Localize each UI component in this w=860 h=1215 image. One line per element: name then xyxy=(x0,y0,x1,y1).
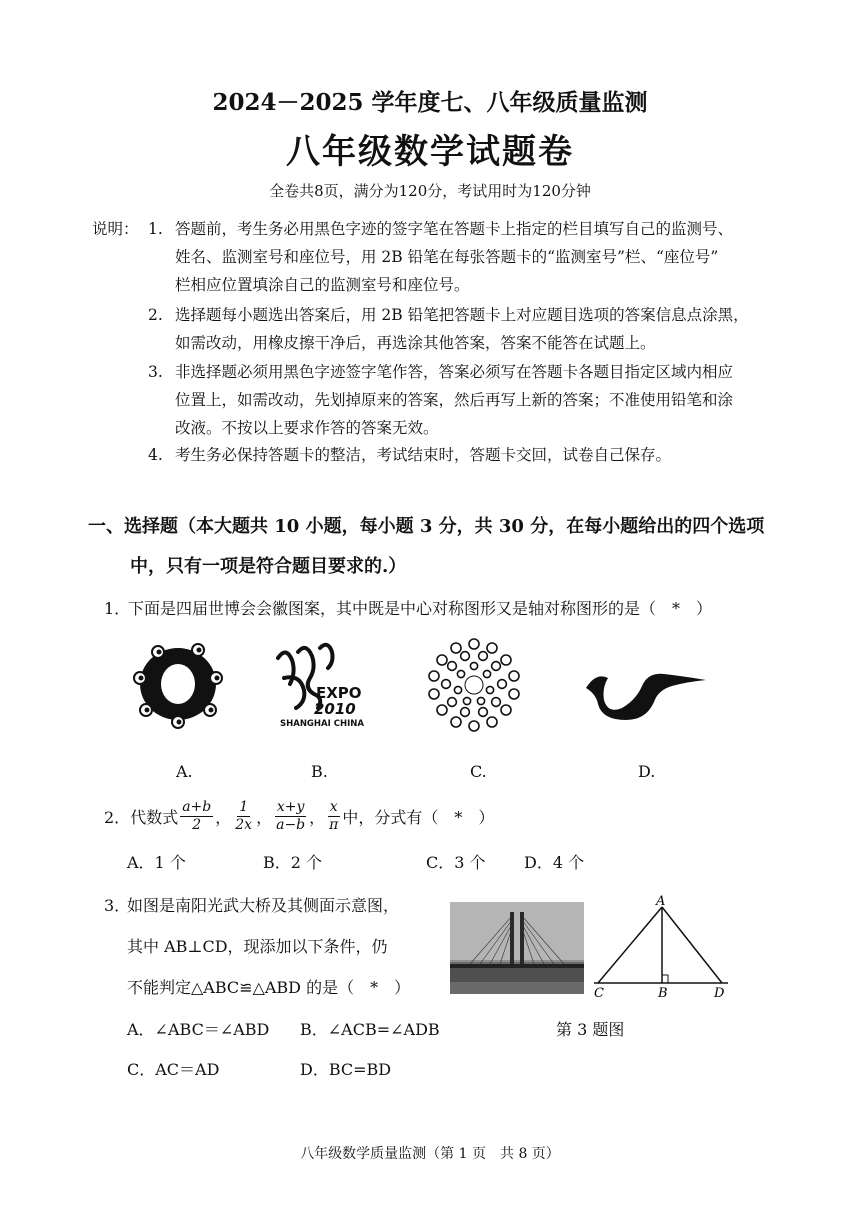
section1-heading-line2: 中，只有一项是符合题目要求的.） xyxy=(130,556,407,577)
instruction-2-num: 2. xyxy=(148,306,163,324)
q2-f3-den: a−b xyxy=(276,817,306,833)
instruction-1-line3: 栏相应位置填涂自己的监测室号和座位号。 xyxy=(175,276,470,294)
q3-line3: 不能判定△ABC≌△ABD 的是（ * ） xyxy=(127,978,411,997)
q3-figure-caption: 第 3 题图 xyxy=(556,1020,625,1039)
q2-fraction-4 xyxy=(327,799,340,834)
instruction-4-num: 4. xyxy=(148,446,163,464)
q2-prefix: 代数式 xyxy=(130,808,179,827)
q2-f2-num: 1 xyxy=(239,799,249,815)
instruction-3-line3: 改液。不按以上要求作答的答案无效。 xyxy=(175,419,439,437)
instruction-3-num: 3. xyxy=(148,363,163,381)
q2-f4-den: π xyxy=(329,817,339,833)
expo-logo-b xyxy=(270,638,380,730)
q2-fraction-3 xyxy=(274,799,307,834)
q2-row xyxy=(104,799,494,834)
logo-b-shanghai-text: SHANGHAI CHINA xyxy=(280,719,364,729)
instruction-2-line1: 选择题每小题选出答案后，用 2B 铅笔把答题卡上对应题目选项的答案信息点涂黑， xyxy=(175,306,749,324)
q2-f3-num: x+y xyxy=(276,799,305,815)
q3-option-d: D．BC=BD xyxy=(300,1060,392,1079)
q2-sep-1: ， xyxy=(215,808,232,827)
q2-sep-3: ， xyxy=(309,808,326,827)
q2-f1-den: 2 xyxy=(192,817,202,833)
instruction-3-line1: 非选择题必须用黑色字迹签字笔作答，答案必须写在答题卡各题目指定区域内相应 xyxy=(175,363,734,381)
q3-option-c: C．AC＝AD xyxy=(127,1060,220,1079)
q3-line2: 其中 AB⊥CD，现添加以下条件，仍 xyxy=(127,937,388,956)
q2-fraction-1 xyxy=(180,799,213,834)
instruction-4-line1: 考生务必保持答题卡的整洁，考试结束时，答题卡交回，试卷自己保存。 xyxy=(175,446,672,464)
vertex-d-label: D xyxy=(714,986,725,1001)
q2-option-d: D．4 个 xyxy=(524,853,585,872)
page-footer: 八年级数学质量监测（第 1 页 共 8 页） xyxy=(300,1146,560,1162)
q2-option-c: C．3 个 xyxy=(426,853,486,872)
exam-title: 八年级数学试题卷 xyxy=(286,132,574,172)
expo-logo-c xyxy=(424,636,524,732)
instruction-2-line2: 如需改动，用橡皮擦干净后，再选涂其他答案，答案不能答在试题上。 xyxy=(175,334,656,352)
instruction-3-line2: 位置上，如需改动，先划掉原来的答案，然后再写上新的答案；不准使用铅笔和涂 xyxy=(175,391,734,409)
q1-option-a: A. xyxy=(176,762,193,781)
q2-f2-den: 2x xyxy=(235,817,253,833)
q2-fraction-2 xyxy=(233,799,254,834)
q1-option-c: C. xyxy=(470,762,487,781)
instruction-1-line2: 姓名、监测室号和座位号，用 2B 铅笔在每张答题卡的“监测室号”栏、“座位号” xyxy=(175,248,719,266)
q2-f4-num: x xyxy=(329,799,338,815)
vertex-c-label: C xyxy=(594,986,604,1001)
q3-number: 3． xyxy=(104,896,131,915)
triangle-diagram xyxy=(588,893,738,1003)
bridge-photo xyxy=(450,902,584,994)
exam-subtitle: 全卷共8页，满分为120分，考试用时为120分钟 xyxy=(269,182,591,200)
q3-line1: 如图是南阳光武大桥及其侧面示意图， xyxy=(127,896,400,915)
q2-suffix: 中，分式有（ * ） xyxy=(342,808,495,827)
q2-number: 2． xyxy=(104,808,131,827)
logo-b-expo-text: EXPO xyxy=(316,684,362,702)
q2-option-b: B．2 个 xyxy=(263,853,323,872)
expo-logo-a xyxy=(128,638,228,730)
instructions-label: 说明： xyxy=(92,220,139,238)
instruction-1-line1: 答题前，考生务必用黑色字迹的签字笔在答题卡上指定的栏目填写自己的监测号、 xyxy=(175,220,734,238)
vertex-a-label: A xyxy=(656,894,666,909)
section1-heading-line1: 一、选择题（本大题共 10 小题，每小题 3 分，共 30 分，在每小题给出的四个选项 xyxy=(88,516,765,537)
q3-option-a: A．∠ABC＝∠ABD xyxy=(127,1020,270,1039)
q3-option-b: B．∠ACB=∠ADB xyxy=(300,1020,440,1039)
q2-f1-num: a+b xyxy=(182,799,212,815)
exam-header-line1: 2024－2025 学年度七、八年级质量监测 xyxy=(212,89,648,116)
q1-option-d: D. xyxy=(638,762,656,781)
q1-number: 1． xyxy=(104,599,131,618)
instruction-1-num: 1. xyxy=(148,220,163,238)
vertex-b-label: B xyxy=(658,986,668,1001)
expo-logo-d xyxy=(582,658,712,724)
q2-sep-2: ， xyxy=(256,808,273,827)
q1-option-b: B. xyxy=(311,762,328,781)
q2-option-a: A．1 个 xyxy=(127,853,186,872)
logo-b-year-text: 2010 xyxy=(314,700,356,718)
q1-text: 下面是四届世博会会徽图案，其中既是中心对称图形又是轴对称图形的是（ * ） xyxy=(128,599,713,618)
